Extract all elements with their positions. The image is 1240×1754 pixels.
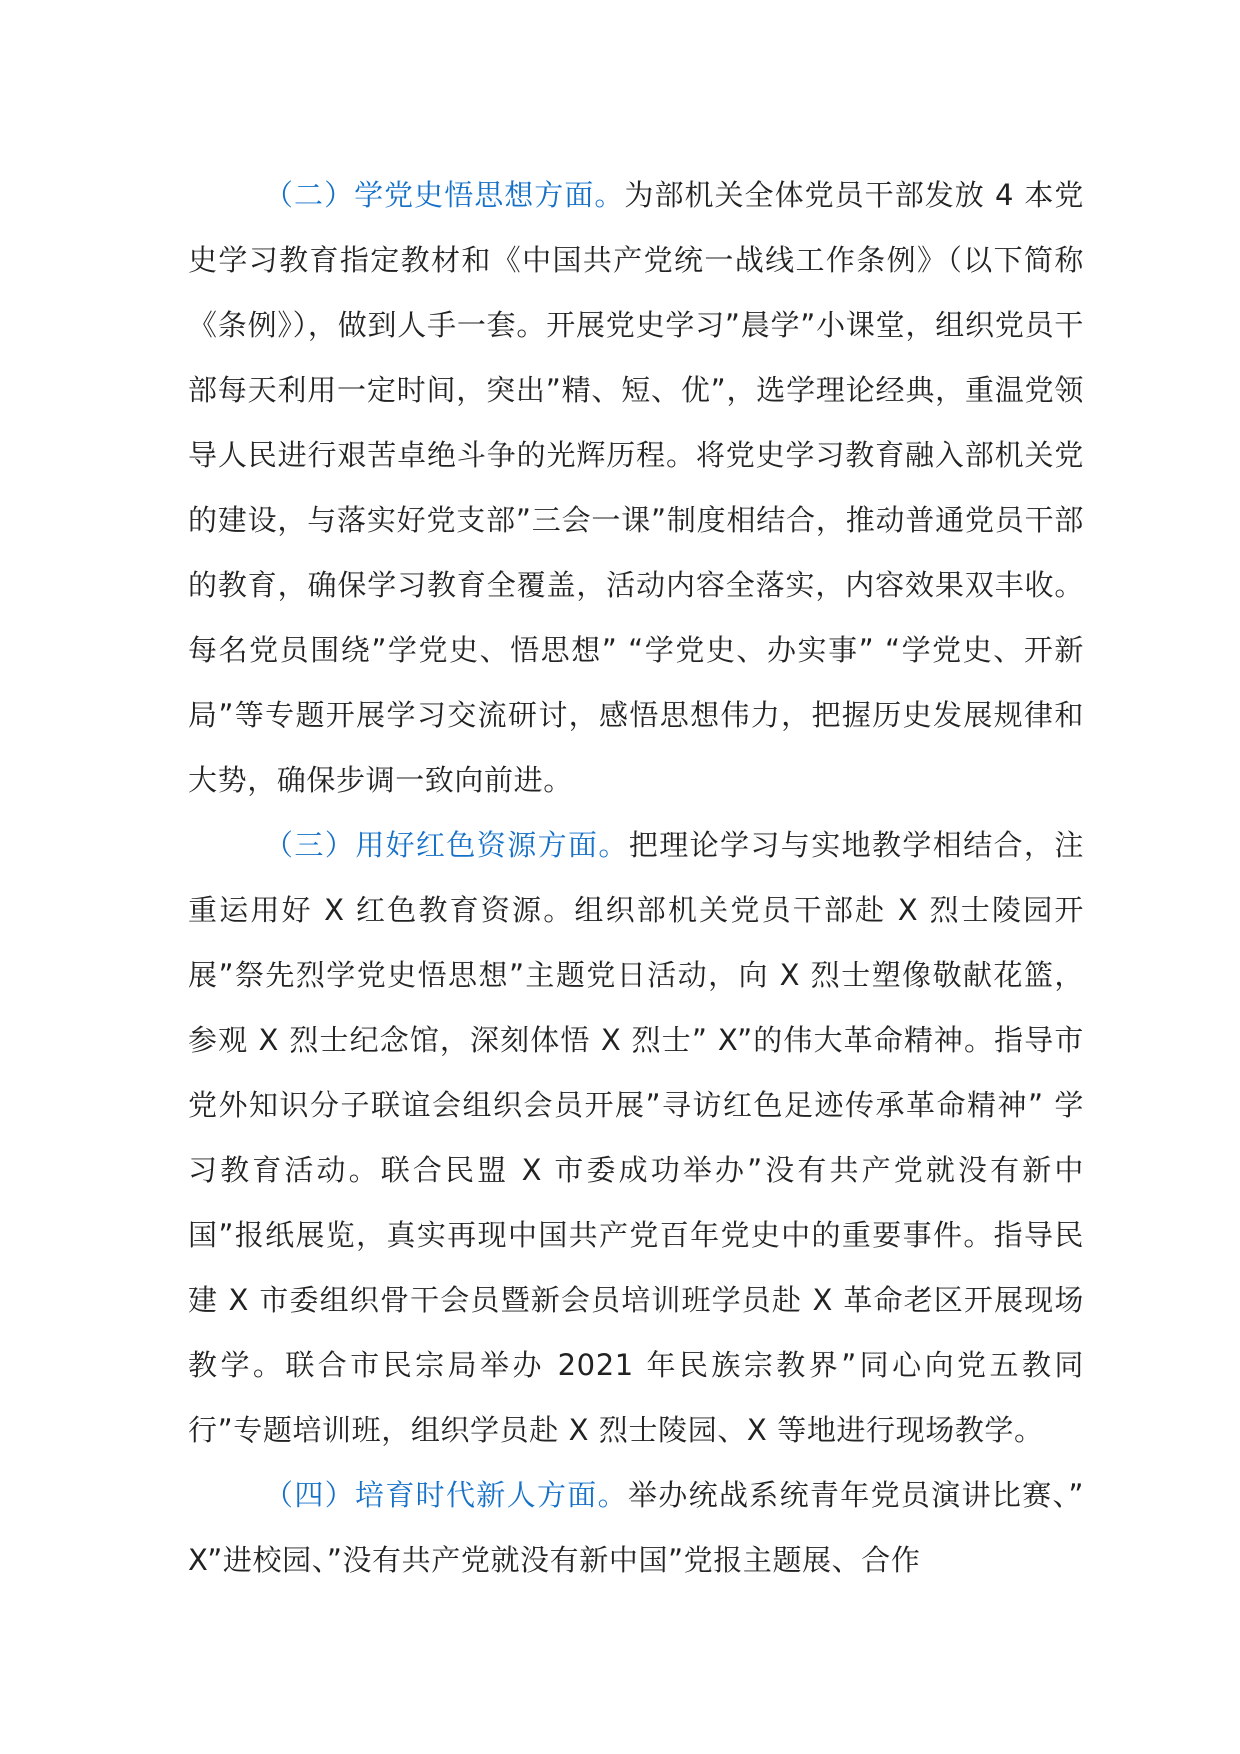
paragraph-section-4: [188, 1463, 1084, 1593]
paragraph-text-3: 把理论学习与实地教学相结合，注重运用好 X 红色教育资源。组织部机关党员干部赴 X 烈士陵园开展”祭先烈学党史悟思想”主题党日活动，向 X 烈士塑像敬献花篮，参观 X 烈士纪念馆，深刻体悟 X 烈士” X”的伟大革命精神。指导市党外知识分子联谊会组织会员开展”寻访红色足迹传承革命精神” 学习教育活动。联合民盟 X 市委成功举办”没有共产党就没有新中国”报纸展览，真实再现中国共产党百年党史中的重要事件。指导民建 X 市委组织骨干会员暨新会员培训班学员赴 X 革命老区开展现场教学。联合市民宗局举办 2021 年民族宗教界”同心向党五教同行”专题培训班，组织学员赴 X 烈士陵园、X 等地进行现场教学。: [188, 828, 1084, 1447]
section-heading-2: （二）学党史悟思想方面。: [264, 178, 625, 212]
paragraph-text-4: 举办统战系统青年党员演讲比赛、” X”进校园、”没有共产党就没有新中国”党报主题展、合作: [188, 1478, 1085, 1577]
paragraph-section-2: [188, 163, 1084, 813]
section-heading-4: （四）培育时代新人方面。: [264, 1478, 628, 1512]
paragraph-section-3: [188, 813, 1084, 1463]
document-body: [188, 163, 1084, 1593]
paragraph-text-2: 为部机关全体党员干部发放 4 本党史学习教育指定教材和《中国共产党统一战线工作条例》（以下简称《条例》），做到人手一套。开展党史学习”晨学”小课堂，组织党员干部每天利用一定时间，突出”精、短、优”，选学理论经典，重温党领导人民进行艰苦卓绝斗争的光辉历程。将党史学习教育融入部机关党的建设，与落实好党支部”三会一课”制度相结合，推动普通党员干部的教育，确保学习教育全覆盖，活动内容全落实，内容效果双丰收。每名党员围绕”学党史、悟思想” “学党史、办实事” “学党史、开新局”等专题开展学习交流研讨，感悟思想伟力，把握历史发展规律和大势，确保步调一致向前进。: [188, 178, 1084, 797]
section-heading-3: （三）用好红色资源方面。: [264, 828, 629, 862]
